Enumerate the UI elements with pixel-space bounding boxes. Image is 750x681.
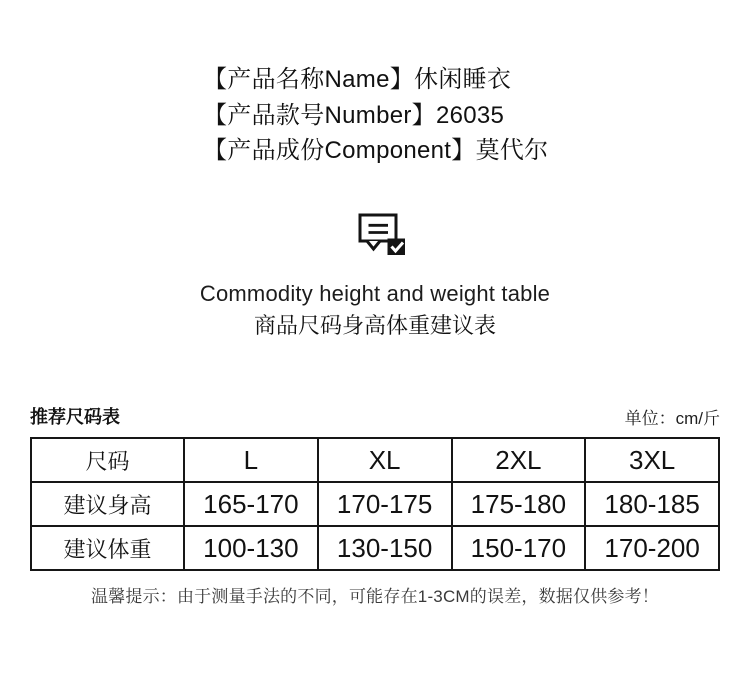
col-header-2xl: 2XL	[452, 438, 586, 482]
row-label-weight: 建议体重	[31, 526, 184, 570]
product-info-block	[203, 62, 548, 169]
product-name-line: 【产品名称Name】休闲睡衣	[203, 66, 512, 93]
size-table-unit: 单位：cm/斤	[624, 409, 720, 428]
col-header-size: 尺码	[31, 438, 184, 482]
size-table	[30, 437, 720, 571]
row-label-height: 建议身高	[31, 482, 184, 526]
height-value-xl: 170-175	[318, 482, 452, 526]
col-header-l: L	[184, 438, 318, 482]
section-title-en: Commodity height and weight table	[199, 281, 551, 306]
height-value-l: 165-170	[184, 482, 318, 526]
table-row-height	[31, 482, 719, 526]
product-number-line: 【产品款号Number】26035	[203, 101, 505, 129]
product-component-line: 【产品成份Component】莫代尔	[203, 137, 549, 164]
section-title-cn: 商品尺码身高体重建议表	[253, 313, 496, 338]
message-check-icon	[356, 210, 408, 256]
size-table-header	[30, 403, 720, 429]
size-table-label: 推荐尺码表	[30, 407, 120, 427]
measurement-disclaimer: 温馨提示：由于测量手法的不同，可能存在1-3CM的误差，数据仅供参考！	[90, 587, 659, 606]
col-header-xl: XL	[318, 438, 452, 482]
weight-value-xl: 130-150	[318, 526, 452, 570]
height-value-3xl: 180-185	[585, 482, 719, 526]
size-table-header-row	[31, 438, 719, 482]
weight-value-3xl: 170-200	[585, 526, 719, 570]
col-header-3xl: 3XL	[585, 438, 719, 482]
weight-value-2xl: 150-170	[452, 526, 586, 570]
height-value-2xl: 175-180	[452, 482, 586, 526]
table-row-weight	[31, 526, 719, 570]
weight-value-l: 100-130	[184, 526, 318, 570]
